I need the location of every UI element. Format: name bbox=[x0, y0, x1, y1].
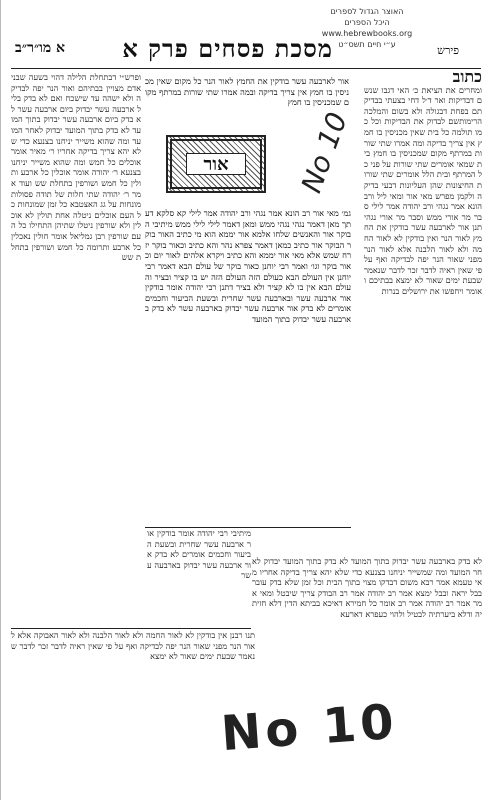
lower-divider bbox=[11, 628, 251, 629]
page-title: מסכת פסחים פרק א bbox=[122, 34, 333, 63]
gemara-main-text bbox=[145, 208, 351, 528]
commentary-column-right bbox=[364, 72, 482, 554]
commentary-heading: כתוב bbox=[452, 72, 482, 86]
stamp-line-2: היכל הספרים bbox=[344, 18, 390, 27]
commentary-lower-right bbox=[252, 556, 482, 706]
stamp-url: www.hebrewbooks.org bbox=[321, 29, 413, 38]
commentary-right-text: ומחרים את הציאת כ׳ האי דגבו שנשם דבדיקות ואר ד׳ל דחי בצעתי בבדיקתם בפחת דבגולה ולא בשום והמלכה הרימותשם לבדוק את הבדיקות וכל כמו תולמה כל בית שאין מכניסין בו חמץ אין צריך בדיקה ומה אמרו שתי שורות במרתף מקום שמכניסין בו חמץ בית שמאי אומרים שתי שורות על פני כל המרתף ובית הלל אומרים שתי שורות החיצונות שהן העליונות דבעי בדיקה ולקמן מפרש מאי אור ומאי ליל ורב הונא אמר נגהי ורב יהודה אמר לילי סבר מר אורי ממש וסבר מר אורי נגהי תנן אור לארבעה עשר בודקין את החמץ לאור הנר ואין בודקין לא לאור החמה ולא לאור הלבנה אלא לאור הנר מפני שאור הנר יפה לבדיקה ואף על פי שאין ראיה לדבר זכר לדבר שנאמר שבעת ימים שאור לא ימצא בבתיכם ואומר ויחפשו את ירושלים בנרות bbox=[364, 84, 482, 296]
gemara-lower-mid-body: מיתיבי רבי יהודה אומר בודקין אור ארבעה עשר שחרית ובשעת הביעור וחכמים אומרים לא בדק אור ארבעה עשר יבדוק בארבעה עשר bbox=[147, 528, 251, 581]
commentary-left-text: ופרש״י דבתחלת הלילה דהוי בשעה שבני אדם מצויין בבתיהם ואור הנר יפה לבדיקה ולא ישהה עד שישכח ואם לא בדק בליל ארבעה עשר יבדוק ביום ארבעה עשר לא בדק ביום ארבעה עשר יבדוק בתוך המועד לא בדק בתוך המועד יבדוק לאחר המועד ומה שהוא משייר יניחנו בצנעא כדי שלא יהא צריך בדיקה אחריו ר׳ מאיר אומר אוכלים כל חמש ומה שהוא משייר יניחנו בצנעא ר׳ יהודה אומר אוכלין כל ארבע ותולין כל חמש ושורפין בתחלת שש ועוד אמר ר׳ יהודה שתי חלות של תודה פסולות מונחות על גג האצטבא כל זמן שמונחות כל העם אוכלים ניטלה אחת תולין לא אוכלין ולא שורפין ניטלו שתיהן התחילו כל העם שורפין רבן גמליאל אומר חולין נאכלין כל ארבע ותרומה כל חמש ושורפין בתחלת שש bbox=[11, 72, 141, 263]
header-perush: פירש bbox=[437, 44, 459, 57]
commentary-column-left bbox=[11, 72, 141, 624]
gemara-lower-mid bbox=[147, 528, 251, 626]
header-divider bbox=[11, 68, 481, 69]
decorated-opening-word-box bbox=[166, 135, 266, 193]
opening-word: אור bbox=[186, 153, 246, 175]
stamp-line-1: האוצר הגדול לספרים bbox=[330, 7, 404, 16]
mishnah-text-body: אור לארבעה עשר בודקין את החמץ לאור הנר כל מקום שאין מכניסין בו חמץ אין צריך בדיקה ובמה אמרו שתי שורות במרתף מקום שמכניסין בו חמץ bbox=[145, 76, 349, 108]
commentary-lower-left bbox=[11, 630, 255, 705]
commentary-lower-left-body: תנו רבנן אין בודקין לא לאור החמה ולא לאור הלבנה ולא לאור האבוקה אלא לאור הנר מפני שאור הנר יפה לבדיקה ואף על פי שאין ראיה לדבר זכר לדבר שנאמר שבעת ימים שאור לא ימצא bbox=[11, 630, 255, 662]
commentary-lower-right-body: לא בדק בארבעה עשר יבדוק בתוך המועד לא בדק בתוך המועד יבדוק לאחר המועד ומה שמשייר יניחנו בצנעא כדי שלא יהא צריך בדיקה אחריו מאי טעמא אמר רבא משום דבדקו מצוי בתוך הבית וכל זמן שלא בדק עובר בבל יראה ובבל ימצא אמר רב יהודה אמר רב הבודק צריך שיבטל ומאי אמר אמר רב יהודה אמר רב אומר כל חמירא דאיכא בביתא הדין דלא חזיתיה ודלא ביערתיה לבטיל ולהוי כעפרא דארעא bbox=[252, 556, 482, 619]
stamp-line-4: ע״י חיים תשס״ט bbox=[338, 40, 396, 49]
header-folio-mark: א מו״ר״ב bbox=[15, 40, 66, 56]
handwritten-number-upper: No 10 bbox=[294, 108, 354, 197]
page-header bbox=[15, 30, 483, 68]
handwritten-number-lower: No 10 bbox=[219, 693, 400, 763]
gemara-main-body: גמ׳ מאי אור רב הונא אמר נגהי ורב יהודה אמר לילי קא סלקא דעתך מאן דאמר נגהי נגהי ממש ומאן דאמר לילי לילי ממש מיתיבי הבוקר אור והאנשים שלחו אלמא אור יממא הוא מי כתיב האור בוקר הבוקר אור כתיב כמאן דאמר צפרא נהר והא כתיב וכאור בוקר יזרח שמש אלא מאי אור יממא והא כתיב ויקרא אלהים לאור יום וכאור בוקר וגו׳ ואמר רבי יוחנן כאור בוקר של עולם הבא דאמר רבי יוחנן אין העולם הבא כעולם הזה העולם הזה יש בו קציר ובציר והעולם הבא אין בו לא קציר ולא בציר דתנן רבי יהודה אומר בודקין אור ארבעה עשר ובארבעה עשר שחרית ובשעת הביעור וחכמים אומרים לא בדק אור ארבעה עשר יבדוק בארבעה עשר לא בדק בארבעה עשר יבדוק בתוך המועד bbox=[145, 208, 351, 324]
